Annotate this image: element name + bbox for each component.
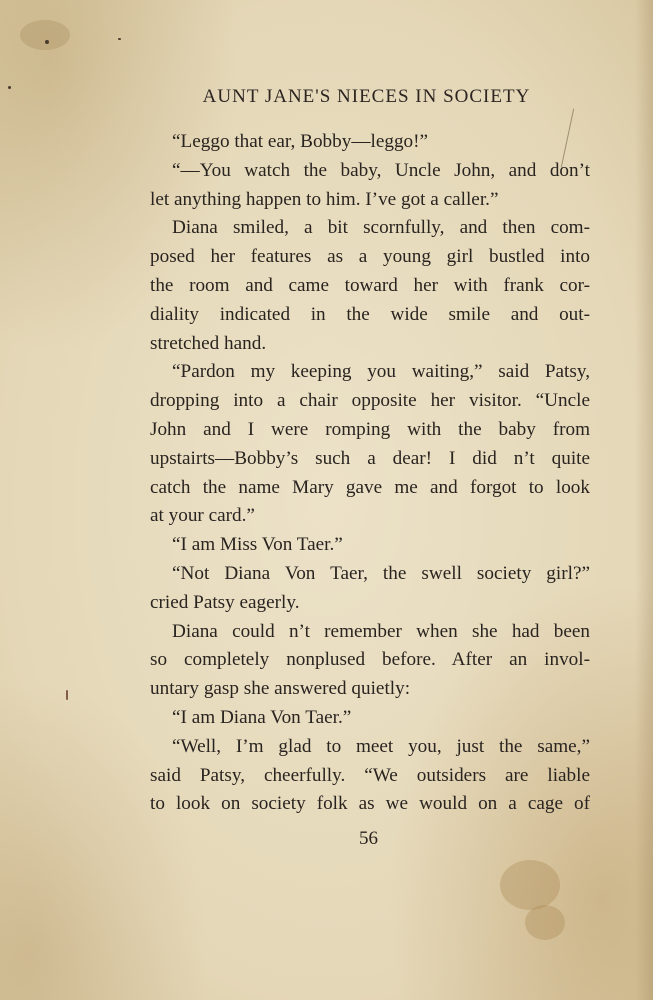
text-line: to look on society folk as we would on a cage of [150,793,590,815]
running-head-text: AUNT JANE'S NIECES IN SOCIETY [202,86,531,107]
running-head [0,86,653,108]
text-line: diality indicated in the wide smile and out- [150,303,590,325]
text-line: “Well, I’m glad to meet you, just the same,” [172,735,590,757]
text-line: “Not Diana Von Taer, the swell society girl?” [172,562,590,584]
text-line: cried Patsy eagerly. [150,591,300,613]
text-line: at your card.” [150,505,255,527]
page-edge-shadow [635,0,653,1000]
body-text [150,128,590,819]
page-number [0,828,653,850]
text-line: stretched hand. [150,332,267,354]
text-line: Diana smiled, a bit scornfully, and then com- [172,217,590,239]
text-line: so completely nonplused before. After an invol- [150,649,590,671]
text-line: posed her features as a young girl bustled into [150,246,590,268]
age-stain [500,860,560,910]
text-line: untary gasp she answered quietly: [150,678,411,700]
text-line: catch the name Mary gave me and forgot to look [150,476,590,498]
page-number-text: 56 [359,828,378,849]
text-line: “Leggo that ear, Bobby—leggo!” [172,131,429,152]
age-stain [20,20,70,50]
text-line: the room and came toward her with frank cor- [150,274,590,296]
text-line: John and I were romping with the baby from [150,418,590,440]
text-line: “Pardon my keeping you waiting,” said Patsy, [172,361,590,383]
ink-speck [45,40,49,44]
age-stain [525,905,565,940]
text-line: upstairts—Bobby’s such a dear! I did n’t quite [150,447,590,469]
text-line: let anything happen to him. I’ve got a caller.” [150,188,499,210]
text-line: “I am Diana Von Taer.” [172,706,352,728]
text-line: “I am Miss Von Taer.” [172,534,343,556]
ink-speck [118,38,121,40]
text-line: Diana could n’t remember when she had been [172,620,590,642]
text-line: dropping into a chair opposite her visitor. “Uncle [150,390,590,412]
text-line: “—You watch the baby, Uncle John, and don’t [172,159,590,181]
text-line: said Patsy, cheerfully. “We outsiders are liable [150,764,590,786]
ink-speck [66,690,68,700]
